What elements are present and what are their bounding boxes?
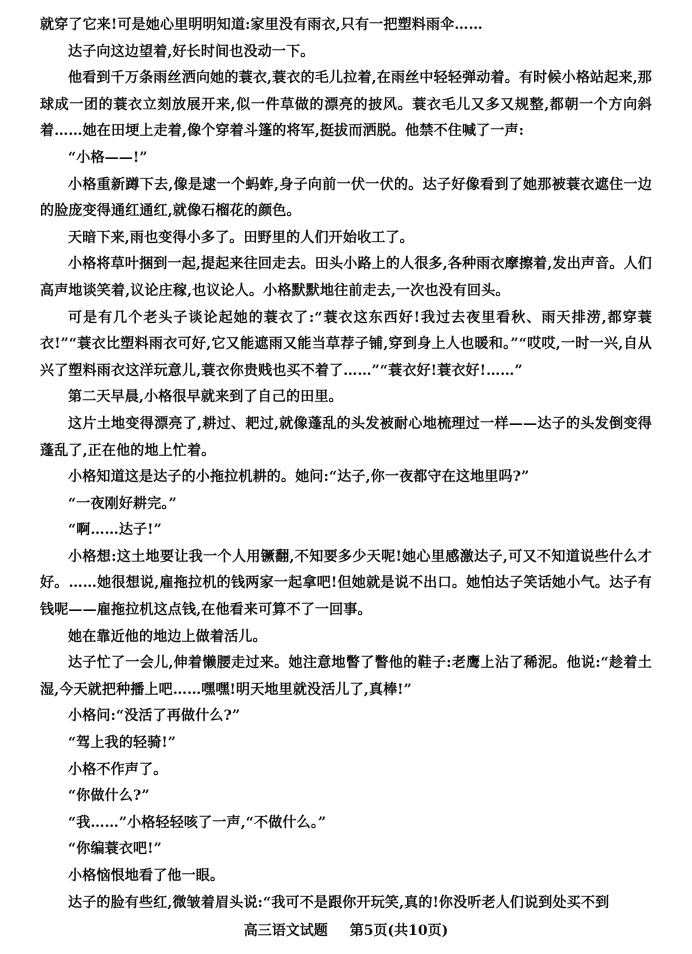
paragraph: 小格不作声了。: [68, 761, 168, 778]
page-footer: [0, 920, 692, 940]
paragraph: 小格重新蹲下去,像是逮一个蚂蚱,身子向前一伏一伏的。达子好像看到了她那被蓑衣遮住一边的脸庞变得通红通红,就像石榴花的颜色。: [40, 176, 652, 220]
paragraph: “小格——!”: [68, 149, 148, 166]
paragraph: 小格恼恨地看了他一眼。: [68, 868, 225, 884]
paragraph: “我……”小格轻轻咳了一声,“不做什么。”: [68, 814, 327, 831]
paragraph: “一夜刚好耕完。”: [68, 495, 177, 512]
paragraph: 他看到千万条雨丝洒向她的蓑衣,蓑衣的毛儿拉着,在雨丝中轻轻弹动着。有时候小格站起来,那球成一团的蓑衣立刻放展开来,似一件草做的漂亮的披风。蓑衣毛儿又多又规整,都朝一个方向斜着……她在田埂上走着,像个穿着斗篷的将军,挺拔而洒脱。他禁不住喊了一声:: [40, 70, 652, 140]
paragraph: 小格将草叶捆到一起,提起来往回走去。田头小路上的人很多,各种雨衣摩擦着,发出声音。人们高声地谈笑着,议论庄稼,也议论人。小格默默地往前走去,一次也没有回头。: [40, 256, 652, 299]
paragraph: 天暗下来,雨也变得小多了。田野里的人们开始收工了。: [68, 229, 414, 246]
paragraph: 小格想:这土地要让我一个人用镢翻,不知要多少天呢!她心里感激达子,可又不知道说些什么才好。……她很想说,雇拖拉机的钱两家一起拿吧!但她就是说不出口。她怕达子笑话她小气。达子有钱呢——雇拖拉机这点钱,在他看来可算不了一回事。: [40, 548, 652, 619]
footer-title: 高三语文试题: [243, 923, 328, 939]
paragraph: 这片土地变得漂亮了,耕过、耙过,就像蓬乱的头发被耐心地梳理过一样——达子的头发倒变得蓬乱了,正在他的地上忙着。: [40, 415, 652, 459]
paragraph: 就穿了它来!可是她心里明明知道:家里没有雨衣,只有一把塑料雨伞……: [40, 17, 483, 33]
paragraph: 可是有几个老头子谈论起她的蓑衣了:“蓑衣这东西好!我过去夜里看秋、雨天排涝,都穿蓑衣!”“蓑衣比塑料雨衣可好,它又能遮雨又能当草荐子铺,穿到身上人也暖和。”“哎哎,一时一兴,自从兴了塑料雨衣这洋玩意儿,蓑衣你贵贱也买不着了……”“蓑衣好!蓑衣好!……”: [40, 309, 652, 379]
paragraph: “你编蓑衣吧!”: [68, 841, 162, 858]
paragraph: 第二天早晨,小格很早就来到了自己的田里。: [68, 389, 343, 406]
paragraph: 达子的脸有些红,微皱着眉头说:“我可不是跟你开玩笑,真的!你没听老人们说到处买不到: [68, 894, 610, 911]
paragraph: “啊……达子!”: [68, 522, 162, 539]
footer-page-number: 第5页(共10页): [349, 923, 449, 939]
paragraph: 小格问:“没活了再做什么?”: [68, 708, 241, 725]
paragraph: 小格知道这是达子的小拖拉机耕的。她问:“达子,你一夜都守在这地里吗?”: [68, 469, 530, 486]
paragraph: 她在靠近他的地边上做着活儿。: [68, 628, 267, 645]
paragraph: “驾上我的轻骑!”: [68, 735, 177, 752]
paragraph: 达子忙了一会儿,伸着懒腰走过来。她注意地瞥了瞥他的鞋子:老鹰上沾了稀泥。他说:“趁着土湿,今天就把种播上吧……嘿嘿!明天地里就没活儿了,真棒!”: [40, 655, 652, 698]
body-text: [40, 12, 652, 916]
paragraph: “你做什么?”: [68, 788, 150, 805]
paragraph: 达子向这边望着,好长时间也没动一下。: [68, 43, 315, 60]
